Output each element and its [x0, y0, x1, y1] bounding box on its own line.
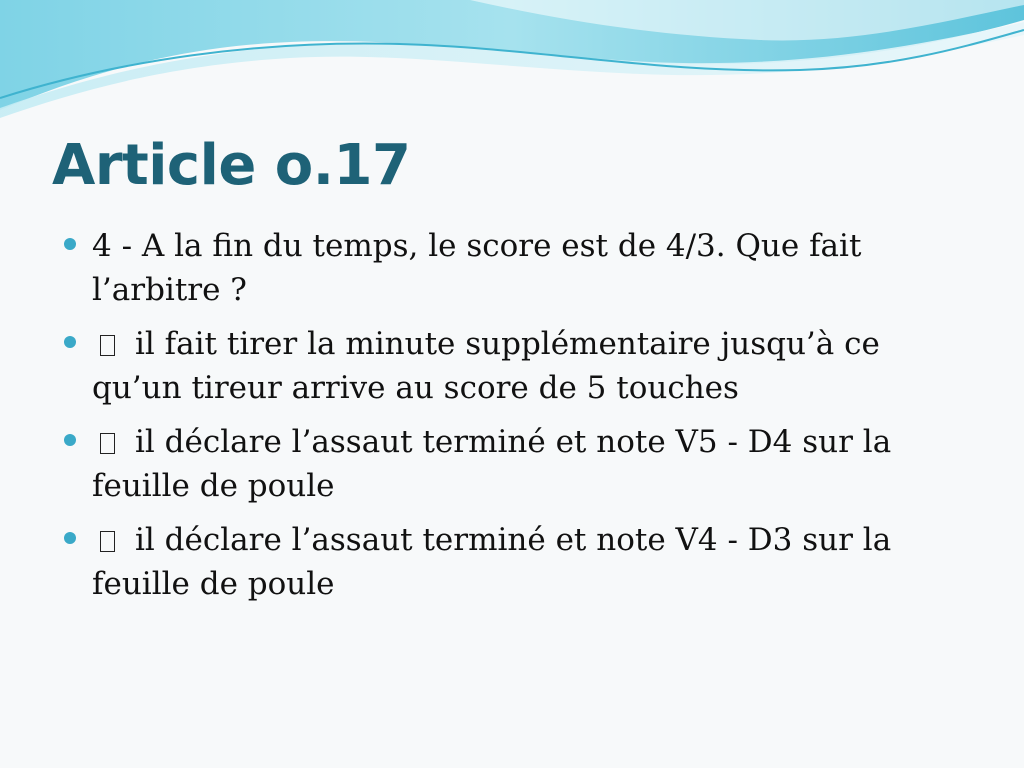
bullet-answer-3: [60, 518, 910, 606]
slide-title: Article o.17: [52, 133, 411, 198]
checkbox-icon: [100, 531, 115, 552]
bullet-text: il déclare l’assaut terminé et note V4 - D3 sur la feuille de poule: [92, 522, 892, 602]
bullet-text: 4 - A la fin du temps, le score est de 4/3. Que fait l’arbitre ?: [92, 228, 862, 308]
checkbox-icon: [100, 433, 115, 454]
bullet-dot-icon: [64, 336, 76, 348]
bullet-answer-1: [60, 322, 910, 410]
bullet-question: [60, 224, 910, 312]
bullet-dot-icon: [64, 238, 76, 250]
bullet-dot-icon: [64, 532, 76, 544]
header-wave-decoration: [0, 0, 1024, 130]
bullet-text: il déclare l’assaut terminé et note V5 - D4 sur la feuille de poule: [92, 424, 892, 504]
bullet-dot-icon: [64, 434, 76, 446]
bullet-answer-2: [60, 420, 910, 508]
checkbox-icon: [100, 335, 115, 356]
bullet-text: il fait tirer la minute supplémentaire jusqu’à ce qu’un tireur arrive au score de 5 touches: [92, 326, 880, 406]
bullet-list: [60, 224, 910, 616]
